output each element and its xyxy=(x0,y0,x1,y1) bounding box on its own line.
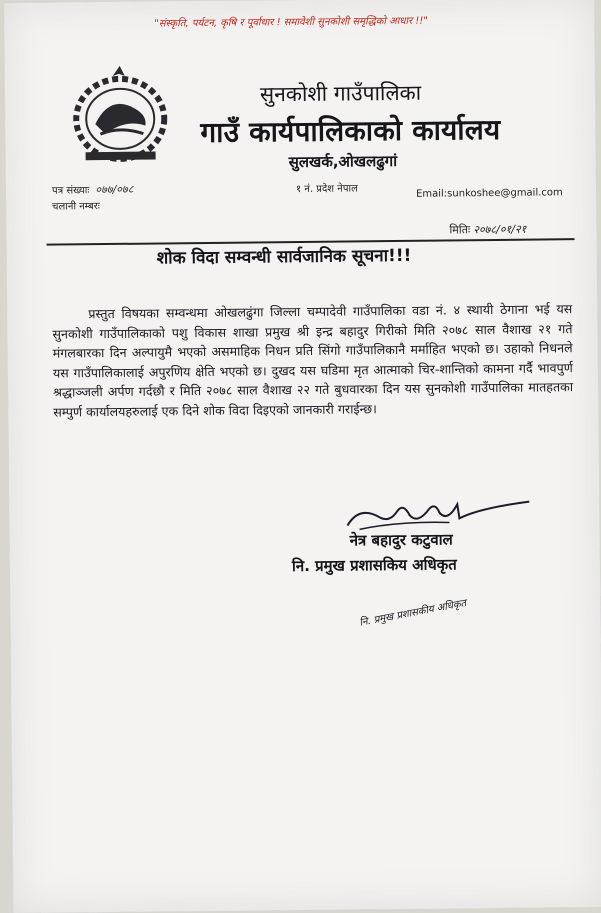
dispatch-number: चलानी नम्बरः xyxy=(52,201,100,213)
office-address: सुलखर्क,ओखलढुगां xyxy=(288,151,398,172)
office-name: गाउँ कार्यपालिकाको कार्यालय xyxy=(200,112,501,150)
signatory-name: नेत्र बहादुर कटुवाल xyxy=(349,530,453,550)
signatory-title: नि. प्रमुख प्रशासकिय अधिकृत xyxy=(291,555,457,576)
reference-block xyxy=(52,182,134,216)
letter-page xyxy=(4,0,601,913)
notice-body: प्रस्तुत विषयका सम्वन्धमा ओखलढुंगा जिल्ला चम्पादेवी गाउँपालिका वडा नं. ४ स्थायी ठेगाना भई यस सुनकोशी गाउँपालिकाको पशु विकास शाखा प्रमुख श्री इन्द्र बहादुर गिरीको मिति २०७८ साल वैशाख २१ गते मंगलबारका दिन अल्पायुमै भएको असमाहिक निधन प्रति सिंगो गाउँपालिकानै मर्माहित भएको छ। उहाको निधनले यस गाउँपालिकालाई अपुरणिय क्षेति भएको छ। दुखद यस घडिमा मृत आत्माको चिर-शान्तिको कामना गर्दै भावपुर्ण श्रद्धाञ्जली अर्पण गर्दछौ र मिति २०७८ साल वैशाख २२ गते बुधवारका दिन यस सुनकोशी गाउँपालिका मातहतका सम्पुर्ण कार्यालयहरुलाई एक दिने शोक विदा दिइएको जानकारी गराईन्छ। xyxy=(52,301,574,420)
province: १ नं. प्रदेश नेपाल xyxy=(295,183,358,196)
letter-number: पत्र संख्याः ०७७/०७८ xyxy=(51,182,134,197)
signature-stamp: नि. प्रमुख प्रशासकीय अधिकृत xyxy=(358,597,468,629)
letter-date: मितिः २०७८/०१/२१ xyxy=(449,222,527,237)
email: Email:sunkoshee@gmail.com xyxy=(415,187,563,200)
municipality-name: सुनकोशी गाउँपालिका xyxy=(259,80,422,107)
nepal-emblem-icon xyxy=(65,63,176,169)
notice-title: शोक विदा सम्वन्धी सार्वजानिक सूचना!!! xyxy=(156,245,412,269)
slogan: "संस्कृति, पर्यटन, कृषि र पूर्वाधार ! समावेशी सुनकोशी समृद्धिको आधार !!" xyxy=(154,15,429,30)
